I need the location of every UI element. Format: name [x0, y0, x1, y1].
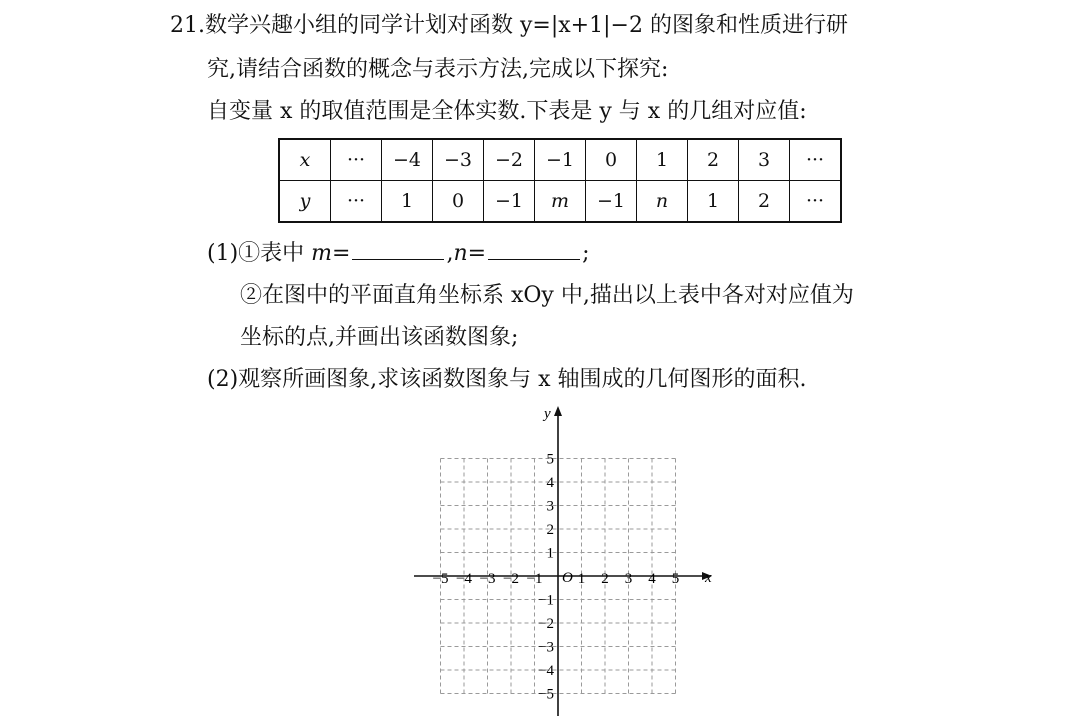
table-row-y	[279, 181, 841, 223]
value-table	[278, 138, 842, 223]
y-tick-label: 5	[546, 451, 554, 468]
q1-end: ;	[582, 241, 590, 266]
problem-number: 21.	[170, 13, 205, 38]
x-tick-label: −1	[526, 571, 543, 587]
problem-text-1: 数学兴趣小组的同学计划对函数 y=|x+1|−2 的图象和性质进行研	[205, 13, 848, 38]
q1-prefix: (1)①表中	[207, 241, 312, 266]
y-tick-label: −2	[538, 616, 554, 632]
table-cell: −4	[382, 139, 433, 181]
x-tick-label: 2	[601, 571, 609, 587]
x-tick-label: 5	[671, 571, 680, 587]
table-cell: −2	[484, 139, 535, 181]
q1-sep: ,	[446, 241, 454, 266]
question-1b-line-1: ②在图中的平面直角坐标系 xOy 中,描出以上表中各对对应值为	[240, 283, 854, 308]
table-cell: −1	[586, 181, 637, 223]
x-tick-label: 4	[648, 571, 656, 587]
y-tick-label: 2	[546, 522, 554, 538]
table-cell: −1	[484, 181, 535, 223]
table-cell: m	[535, 181, 586, 223]
table-cell: −1	[535, 139, 586, 181]
coordinate-grid[interactable]	[400, 400, 720, 718]
x-tick-label: −2	[503, 571, 519, 587]
q1-n-label: n=	[453, 241, 487, 266]
table-cell: 2	[688, 139, 739, 181]
y-tick-label: −5	[538, 686, 554, 703]
problem-line-1	[170, 12, 848, 40]
table-cell: 1	[688, 181, 739, 223]
table-cell: 3	[739, 139, 790, 181]
table-cell: n	[637, 181, 688, 223]
m-answer-blank[interactable]	[352, 241, 444, 260]
x-axis-label: x	[705, 570, 712, 586]
y-axis-arrow	[554, 406, 562, 416]
table-cell: 2	[739, 181, 790, 223]
y-tick-label: 1	[546, 545, 554, 562]
table-cell: 1	[637, 139, 688, 181]
y-axis-label: y	[544, 406, 551, 422]
table-row-x	[279, 139, 841, 181]
x-tick-label: −4	[456, 571, 472, 587]
table-cell: ···	[790, 181, 842, 223]
table-cell: ···	[331, 181, 382, 223]
x-tick-label: −3	[479, 571, 496, 587]
table-cell: 0	[586, 139, 637, 181]
y-tick-label: 4	[546, 475, 554, 491]
table-cell: x	[279, 139, 331, 181]
x-tick-label: 3	[624, 571, 633, 587]
y-tick-label: −4	[538, 663, 554, 679]
table-cell: 0	[433, 181, 484, 223]
problem-line-3: 自变量 x 的取值范围是全体实数.下表是 y 与 x 的几组对应值:	[207, 99, 807, 124]
n-answer-blank[interactable]	[488, 241, 580, 260]
table-cell: ···	[331, 139, 382, 181]
y-tick-label: −1	[538, 592, 554, 609]
table-cell: y	[279, 181, 331, 223]
q1-m-label: m=	[311, 241, 351, 266]
y-tick-label: 3	[546, 498, 554, 515]
origin-label: O	[562, 570, 573, 586]
table-cell: ···	[790, 139, 842, 181]
problem-line-2: 究,请结合函数的概念与表示方法,完成以下探究:	[207, 57, 669, 82]
question-1a	[207, 240, 590, 268]
x-tick-label: 1	[577, 571, 586, 587]
table-cell: −3	[433, 139, 484, 181]
x-tick-label: −5	[432, 571, 449, 587]
question-1b-line-2: 坐标的点,并画出该函数图象;	[240, 325, 519, 350]
question-2: (2)观察所画图象,求该函数图象与 x 轴围成的几何图形的面积.	[207, 367, 807, 392]
y-tick-label: −3	[538, 639, 554, 656]
table-cell: 1	[382, 181, 433, 223]
